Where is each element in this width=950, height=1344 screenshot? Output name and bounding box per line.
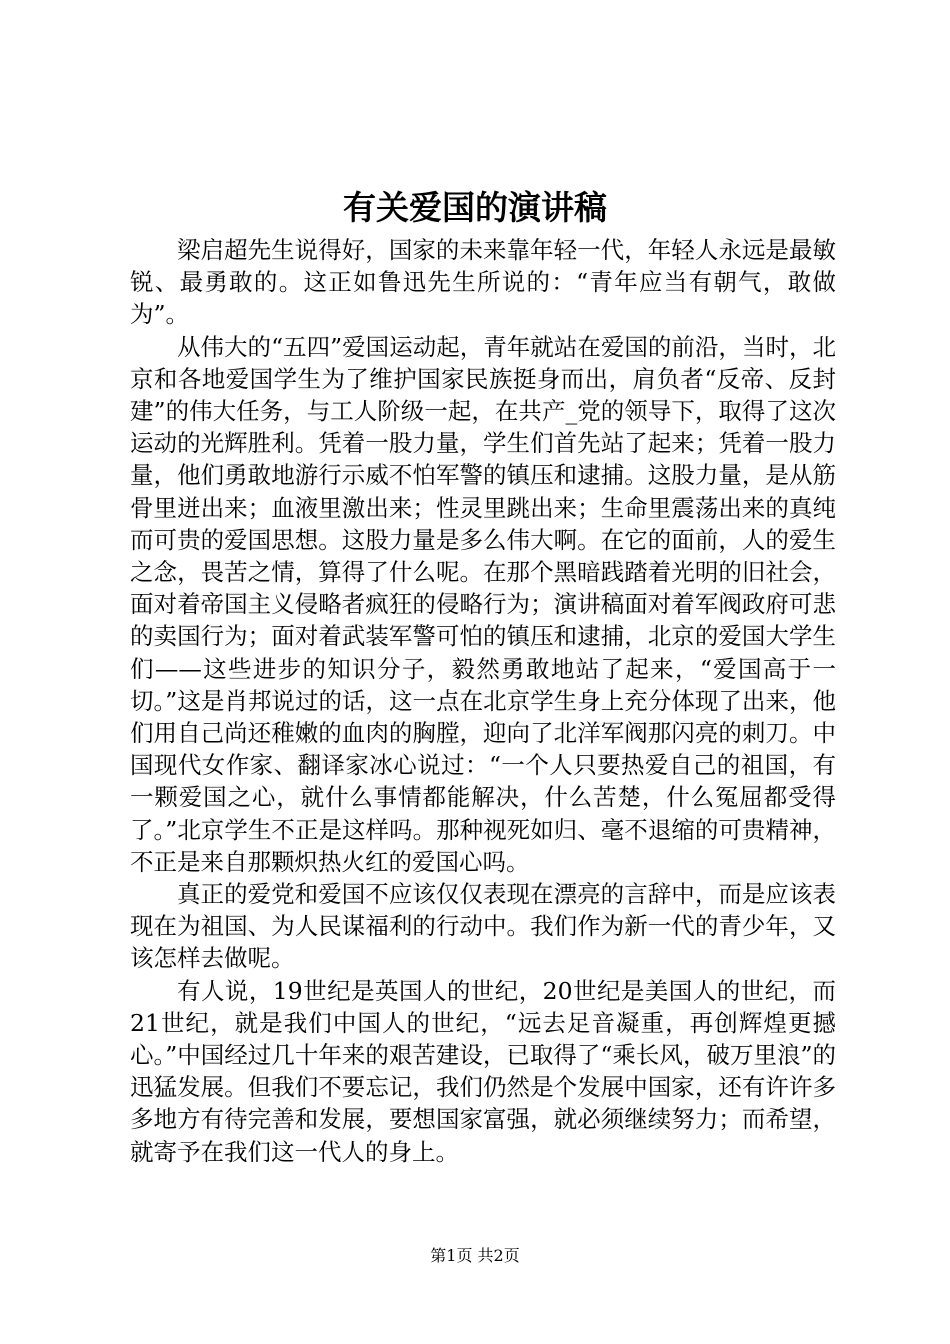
document-body — [130, 234, 836, 1168]
page-footer — [0, 1246, 950, 1266]
paragraph: 梁启超先生说得好，国家的未来靠年轻一代，年轻人永远是最敏锐、最勇敢的。这正如鲁迅先生所说的：“青年应当有朝气，敢做为”。 — [130, 236, 836, 329]
paragraph: 有人说，19世纪是英国人的世纪，20世纪是美国人的世纪，而21世纪，就是我们中国人的世纪，“远去足音凝重，再创辉煌更撼心。”中国经过几十年来的艰苦建设，已取得了“乘长风，破万里浪”的迅猛发展。但我们不要忘记，我们仍然是个发展中国家，还有许许多多地方有待完善和发展，要想国家富强，就必须继续努力；而希望，就寄予在我们这一代人的身上。 — [130, 976, 836, 1166]
paragraph: 从伟大的“五四”爱国运动起，青年就站在爱国的前沿，当时，北京和各地爱国学生为了维护国家民族挺身而出，肩负者“反帝、反封建”的伟大任务，与工人阶级一起，在共产_党的领导下，取得了这次运动的光辉胜利。凭着一股力量，学生们首先站了起来；凭着一股力量，他们勇敢地游行示威不怕军警的镇压和逮捕。这股力量，是从筋骨里迸出来；血液里激出来；性灵里跳出来；生命里震荡出来的真纯而可贵的爱国思想。这股力量是多么伟大啊。在它的面前，人的爱生之念，畏苦之情，算得了什么呢。在那个黑暗践踏着光明的旧社会，面对着帝国主义侵略者疯狂的侵略行为；演讲稿面对着军阀政府可悲的卖国行为；面对着武装军警可怕的镇压和逮捕，北京的爱国大学生们——这些进步的知识分子，毅然勇敢地站了起来，“爱国高于一切。”这是肖邦说过的话，这一点在北京学生身上充分体现了出来，他们用自己尚还稚嫩的血肉的胸膛，迎向了北洋军阀那闪亮的刺刀。中国现代女作家、翻译家冰心说过：“一个人只要热爱自己的祖国，有一颗爱国之心，就什么事情都能解决，什么苦楚，什么冤屈都受得了。”北京学生不正是这样吗。那种视死如归、毫不退缩的可贵精神，不正是来自那颗炽热火红的爱国心吗。 — [130, 332, 836, 876]
document-title: 有关爱国的演讲稿 — [343, 188, 607, 227]
paragraph: 真正的爱党和爱国不应该仅仅表现在漂亮的言辞中，而是应该表现在为祖国、为人民谋福利的行动中。我们作为新一代的青少年，又该怎样去做呢。 — [130, 880, 836, 973]
page-number: 第1页 共2页 — [430, 1246, 520, 1265]
